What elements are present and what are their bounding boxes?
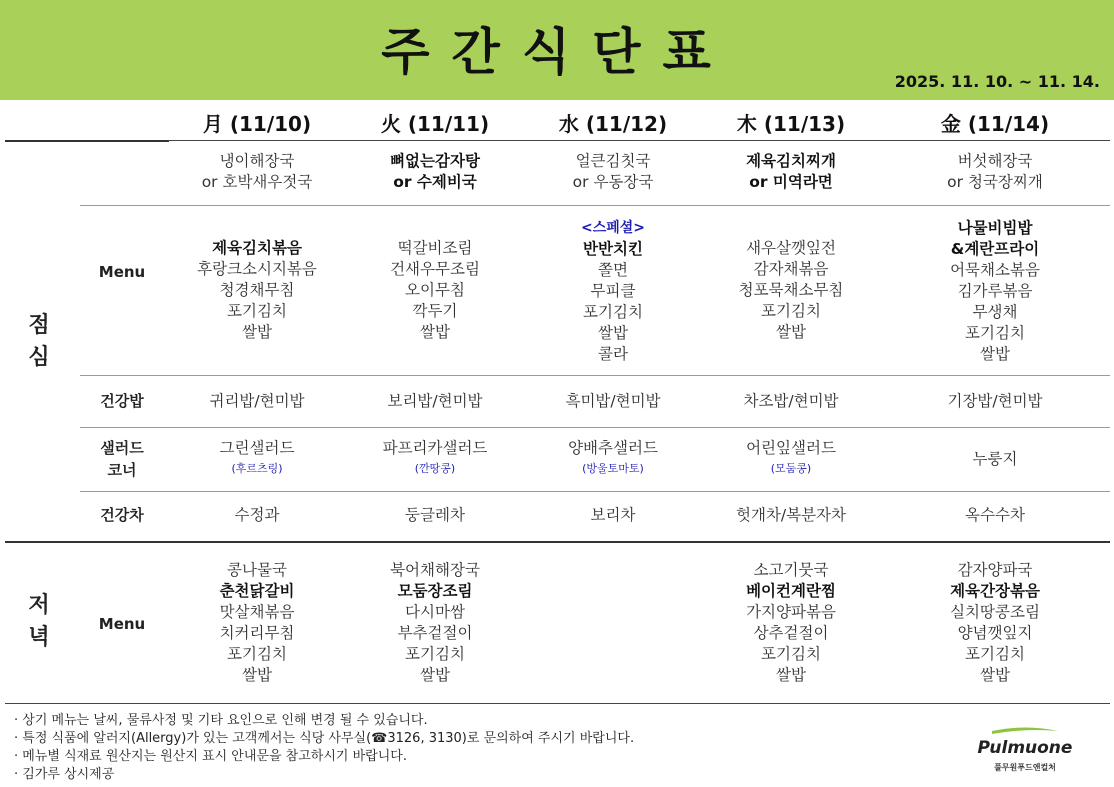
healthy-rice-wed: 흑미밥/현미밥 [565,392,661,410]
menu-item: 깍두기 [412,302,458,320]
menu-item: 춘천닭갈비 [219,582,295,600]
salad-mon [168,438,346,479]
salad-topping: (모둠콩) [770,462,812,475]
tea-wed: 보리차 [590,506,636,524]
menu-item: 후랑크소시지볶음 [197,260,317,278]
day-header-tue: 火 (11/11) [380,112,490,136]
menu-item: or 호박새우젓국 [201,173,313,191]
healthy-rice-thu: 차조밥/현미밥 [743,392,839,410]
menu-item: 맛살채볶음 [219,603,295,621]
salad-name: 파프리카샐러드 [382,439,488,457]
menu-item: 부추겉절이 [397,624,473,642]
menu-item: 무피클 [590,282,636,300]
menu-item: 어묵채소볶음 [950,261,1040,279]
menu-item: 상추겉절이 [753,624,829,642]
menu-item: 쌀밥 [980,666,1010,684]
day-header-thu: 木 (11/13) [736,112,846,136]
healthy-rice-fri: 기장밥/현미밥 [947,392,1043,410]
healthy-rice-label: 건강밥 [100,392,144,410]
salad-topping: (방울토마토) [582,462,644,475]
menu-item: or 우동장국 [572,173,654,191]
menu-item: 쌀밥 [980,345,1010,363]
menu-item: 쌀밥 [242,323,272,341]
dinner-tue [346,560,524,686]
row-divider [80,205,1110,206]
lunch-label-char: 점 [28,313,50,338]
menu-item: 제육김치볶음 [212,239,302,257]
menu-item: 쌀밥 [776,323,806,341]
day-header-wed: 水 (11/12) [558,112,668,136]
menu-item: 실치땅콩조림 [950,603,1040,621]
lunch-mains-fri [880,218,1110,365]
day-header-mon: 月 (11/10) [202,112,312,136]
lunch-section-label [0,310,78,374]
menu-item: 포기김치 [761,645,821,663]
menu-item: 포기김치 [227,302,287,320]
menu-item: 제육간장볶음 [950,582,1040,600]
menu-item: 반반치킨 [583,240,643,258]
menu-item: or 수제비국 [393,173,477,191]
menu-item: 다시마쌈 [405,603,465,621]
menu-item: 냉이해장국 [219,152,295,170]
note-line: · 상기 메뉴는 날씨, 물류사정 및 기타 요인으로 인해 변경 될 수 있습니다. [14,713,428,728]
menu-item: 콩나물국 [227,561,287,579]
section-divider [5,541,1110,543]
lunch-mains-thu [702,238,880,343]
page-title: 주간식단표 [381,23,733,81]
menu-item: 떡갈비조림 [397,239,473,257]
menu-item: 포기김치 [965,645,1025,663]
tea-mon: 수정과 [234,506,280,524]
menu-item: 감자양파국 [957,561,1033,579]
pulmuone-logo [970,722,1090,777]
tea-thu: 헛개차/복분자차 [735,506,847,524]
salad-label-line: 코너 [107,461,137,479]
row-divider [80,375,1110,376]
header-divider [168,140,1110,141]
salad-wed [524,438,702,479]
salad-topping: (깐땅콩) [414,462,456,475]
lunch-mains-mon [168,238,346,343]
salad-name: 그린샐러드 [219,439,295,457]
salad-fri [880,449,1110,470]
menu-item: 얼큰김칫국 [575,152,651,170]
menu-item: 쌀밥 [242,666,272,684]
menu-item: 나물비빔밥 [957,219,1033,237]
menu-item: &계란프라이 [950,240,1040,258]
menu-item: 청포묵채소무침 [738,281,844,299]
menu-item: 북어채해장국 [390,561,480,579]
healthy-rice-mon: 귀리밥/현미밥 [209,392,305,410]
menu-item: 새우살깻잎전 [746,239,836,257]
menu-item: or 청국장찌개 [947,173,1043,191]
menu-item: or 미역라면 [749,173,833,191]
footer-divider [5,703,1110,704]
lunch-label-char: 심 [28,345,50,370]
lunch-menu-label: Menu [98,263,146,281]
menu-item: 포기김치 [583,303,643,321]
day-header-fri: 金 (11/14) [940,112,1050,136]
menu-item: 치커리무침 [219,624,295,642]
tea-fri: 옥수수차 [965,506,1025,524]
healthy-tea-label: 건강차 [100,506,144,524]
menu-item: 가지양파볶음 [746,603,836,621]
menu-item: 오이무침 [405,281,465,299]
tea-tue: 둥글레차 [405,506,465,524]
footer-notes [14,712,634,784]
menu-item: 김가루볶음 [957,282,1033,300]
menu-item: 베이컨계란찜 [746,582,836,600]
lunch-soup-fri [880,151,1110,193]
lunch-soup-thu [702,151,880,193]
salad-name: 어린잎샐러드 [746,439,836,457]
note-line: · 김가루 상시제공 [14,767,115,782]
date-range: 2025. 11. 10. ~ 11. 14. [894,72,1100,91]
menu-item: 콜라 [598,345,628,363]
menu-item: 소고기뭇국 [753,561,829,579]
lunch-soup-wed [524,151,702,193]
salad-tue [346,438,524,479]
salad-label-line: 샐러드 [100,439,144,457]
dinner-fri [880,560,1110,686]
menu-item: 양념깻잎지 [957,624,1033,642]
dinner-menu-label: Menu [98,615,146,633]
row-divider [80,491,1110,492]
lunch-mains-wed [524,218,702,365]
logo-subtitle: 풀무원푸드앤컬처 [994,763,1056,772]
note-line: · 메뉴별 식재료 원산지는 원산지 표시 안내문을 참고하시기 바랍니다. [14,749,407,764]
menu-item: 포기김치 [761,302,821,320]
menu-item: 제육김치찌개 [746,152,836,170]
salad-thu [702,438,880,479]
menu-item: 쌀밥 [776,666,806,684]
salad-topping: (후르츠링) [231,462,283,475]
dinner-thu [702,560,880,686]
dinner-label-char: 녁 [28,625,50,650]
menu-item: 쌀밥 [420,323,450,341]
salad-name: 누룽지 [972,450,1018,468]
salad-name: 양배추샐러드 [568,439,658,457]
menu-item: 버섯해장국 [957,152,1033,170]
healthy-rice-tue: 보리밥/현미밥 [387,392,483,410]
dinner-mon [168,560,346,686]
lunch-soup-mon [168,151,346,193]
menu-item: 쫄면 [598,261,628,279]
menu-item: 포기김치 [965,324,1025,342]
menu-item: 감자채볶음 [753,260,829,278]
menu-item: 포기김치 [405,645,465,663]
header-divider-left [5,140,169,142]
menu-item: 뼈없는감자탕 [390,152,480,170]
special-tag: <스페셜> [580,220,646,236]
menu-item: 쌀밥 [598,324,628,342]
row-divider [80,427,1110,428]
dinner-label-char: 저 [28,593,50,618]
menu-item: 무생채 [972,303,1018,321]
menu-item: 쌀밥 [420,666,450,684]
salad-corner-label [78,437,166,481]
logo-wordmark: Pulmuone [977,738,1073,758]
menu-item: 모둠장조림 [397,582,473,600]
menu-item: 건새우무조림 [390,260,480,278]
menu-item: 포기김치 [227,645,287,663]
note-line: · 특정 식품에 알러지(Allergy)가 있는 고객께서는 식당 사무실(☎3126, 3130)로 문의하여 주시기 바랍니다. [14,731,635,746]
menu-item: 청경채무침 [219,281,295,299]
lunch-soup-tue [346,151,524,193]
dinner-section-label [0,590,78,654]
lunch-mains-tue [346,238,524,343]
header-banner [0,0,1114,100]
